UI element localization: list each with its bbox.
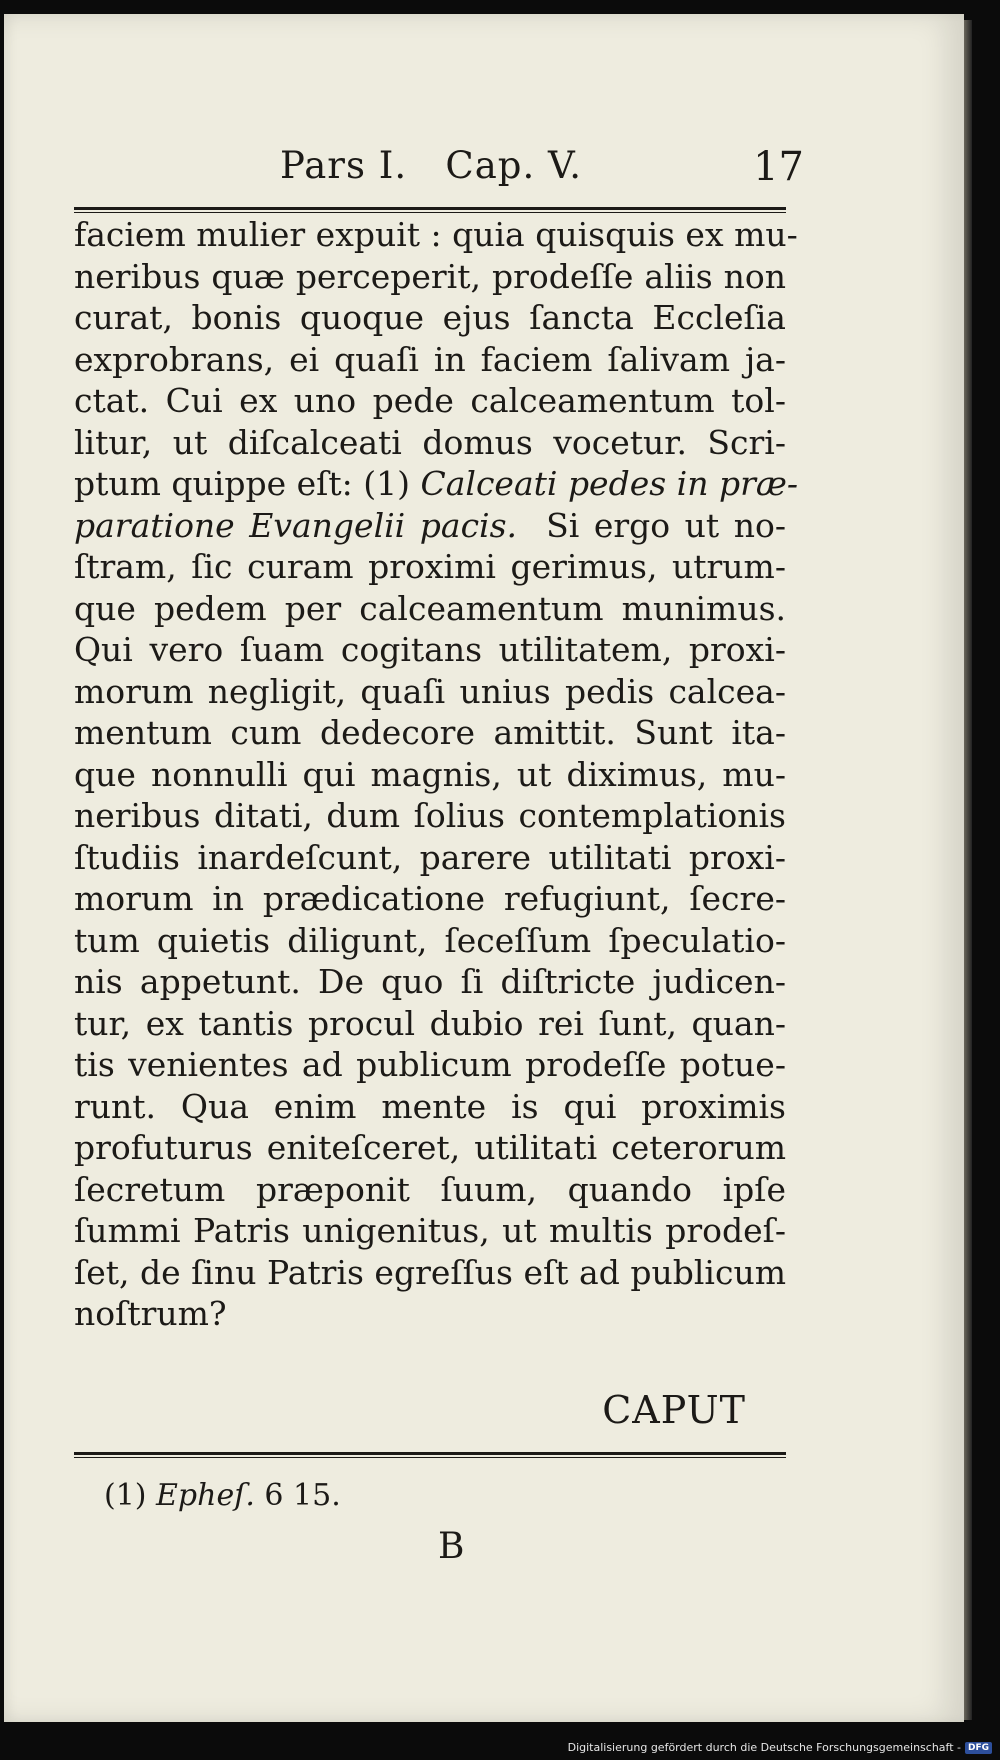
credit-text: Digitalisierung gefördert durch die Deutsche Forschungsgemeinschaft - xyxy=(567,1741,961,1754)
running-header xyxy=(274,144,804,194)
text-line: que pedem per calceamentum munimus. xyxy=(74,588,786,628)
text-line: nis appetunt. De quo ſi diſtricte judicen- xyxy=(74,962,786,1001)
footnote-reference: Epheſ. xyxy=(156,1478,255,1513)
text-line: ſecretum præponit ſuum, quando ipſe xyxy=(74,1169,786,1209)
footnote-numbers: 6 15. xyxy=(254,1478,341,1513)
italic-quote: Calceati pedes in præ- xyxy=(420,464,799,503)
body-text xyxy=(74,214,799,1335)
text-line: mentum cum dedecore amittit. Sunt ita- xyxy=(74,713,786,752)
dfg-logo-icon: DFG xyxy=(965,1742,992,1754)
text-line-mixed xyxy=(74,463,799,505)
italic-quote: paratione Evangelii pacis. xyxy=(74,505,518,545)
header-rule xyxy=(74,207,786,213)
text-line: tum quietis diligunt, ſeceſſum ſpeculatio- xyxy=(74,920,786,960)
text-line: litur, ut diſcalceati domus vocetur. Scri- xyxy=(74,422,786,462)
catchword: CAPUT xyxy=(602,1388,746,1432)
book-page xyxy=(4,14,964,1722)
text-line: noſtrum? xyxy=(74,1294,227,1333)
running-title: Pars I. Cap. V. xyxy=(280,144,582,187)
text-segment: ptum quippe eſt: (1) xyxy=(74,464,421,503)
footnote-rule xyxy=(74,1452,786,1458)
text-line: morum in prædicatione refugiunt, ſecre- xyxy=(74,879,786,918)
text-line: neribus quæ perceperit, prodeſſe aliis non xyxy=(74,256,786,296)
text-line: profuturus eniteſceret, utilitati ceterorum xyxy=(74,1128,786,1167)
text-line: neribus ditati, dum ſolius contemplationis xyxy=(74,796,786,835)
text-line: ctat. Cui ex uno pede calceamentum tol- xyxy=(74,381,786,420)
text-line: tur, ex tantis procul dubio rei ſunt, quan- xyxy=(74,1003,786,1043)
footnote-marker: (1) xyxy=(104,1478,157,1513)
signature-mark: B xyxy=(438,1526,465,1567)
footnote xyxy=(104,1478,341,1513)
text-segment: Si ergo ut no- xyxy=(517,505,786,545)
text-line-mixed xyxy=(74,505,786,547)
digitization-credit xyxy=(568,1741,992,1754)
text-line: que nonnulli qui magnis, ut diximus, mu- xyxy=(74,754,786,794)
text-line: ſtudiis inardeſcunt, parere utilitati proxi- xyxy=(74,837,786,877)
text-line: ſummi Patris unigenitus, ut multis prodeſ- xyxy=(74,1211,786,1250)
text-line: faciem mulier expuit : quia quisquis ex mu- xyxy=(74,215,798,254)
text-line: curat, bonis quoque ejus ſancta Eccleſia xyxy=(74,298,786,337)
text-line: Qui vero ſuam cogitans utilitatem, proxi- xyxy=(74,630,786,669)
text-line: runt. Qua enim mente is qui proximis xyxy=(74,1086,786,1126)
text-line: tis venientes ad publicum prodeſſe potue- xyxy=(74,1045,786,1084)
text-line: ſet, de ſinu Patris egreſſus eſt ad publicum xyxy=(74,1252,786,1292)
page-edge xyxy=(964,20,972,1720)
page-number: 17 xyxy=(753,144,804,190)
text-line: morum negligit, quaſi unius pedis calcea- xyxy=(74,671,786,711)
text-line: exprobrans, ei quaſi in faciem ſalivam ja- xyxy=(74,339,786,379)
text-line: ſtram, ſic curam proximi gerimus, utrum- xyxy=(74,547,786,586)
